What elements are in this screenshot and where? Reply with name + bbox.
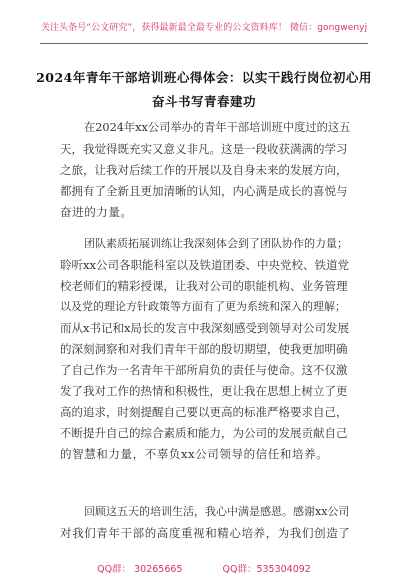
text-line: 在2024年xx公司举办的青年干部培训班中度过的这五 — [84, 121, 351, 134]
text-line: 不断提升自己的综合素质和能力，为公司的发展贡献自己 — [60, 426, 348, 440]
qq-group-2: QQ群：535304092 — [222, 564, 311, 575]
text-line: 校老师们的精彩授课，让我对公司的职能机构、业务管理 — [60, 279, 348, 293]
header-note: 关注头条号“公文研究”，获得最新最全最专业的公文资料库！ 微信：gongwenyj — [40, 23, 368, 33]
doc-title-line-1: 2024年青年干部培训班心得体会：以实干践行岗位初心用 — [36, 70, 372, 85]
text-line: 团队素质拓展训练让我深刻体会到了团队协作的力量； — [84, 237, 348, 250]
text-line: 以及党的理论方针政策等方面有了更为系统和深入的理解； — [60, 300, 346, 313]
text-line: 奋进的力量。 — [60, 205, 133, 219]
text-line: 聆听xx公司各职能科室以及铁道团委、中央党校、铁道党 — [60, 258, 349, 272]
text-line: 对我们青年干部的高度重视和精心培养，为我们创造了 — [60, 526, 351, 540]
text-line: 发了我对工作的热情和积极性，更让我在思想上树立了更 — [60, 384, 348, 398]
text-line: 的深刻洞察和对我们青年干部的殷切期望，使我更加明确 — [60, 342, 348, 356]
footer-contact — [0, 561, 408, 575]
qq-group-1: QQ群： 30265665 — [97, 564, 183, 575]
doc-title-line-2: 奋斗书写青春建功 — [151, 94, 256, 109]
text-line: 天，我觉得既充实又意义非凡。这是一段收获满满的学习 — [60, 142, 348, 156]
text-line: 了自己作为一名青年干部所肩负的责任与使命。这不仅激 — [60, 363, 348, 377]
header-divider — [40, 43, 368, 44]
text-line: 而从x书记和x局长的发言中我深刻感受到领导对公司发展 — [60, 321, 349, 335]
text-line: 之旅，让我对后续工作的开展以及自身未来的发展方向， — [60, 163, 348, 177]
text-line: 高的追求，时刻提醒自己要以更高的标准严格要求自己， — [60, 405, 348, 419]
text-line: 回顾这五天的培训生活，我心中满是感恩。感谢xx公司 — [84, 505, 350, 518]
text-line: 的智慧和力量，不辜负xx公司领导的信任和培养。 — [60, 447, 329, 461]
text-line: 都拥有了全新且更加清晰的认知，内心满是成长的喜悦与 — [60, 184, 348, 198]
